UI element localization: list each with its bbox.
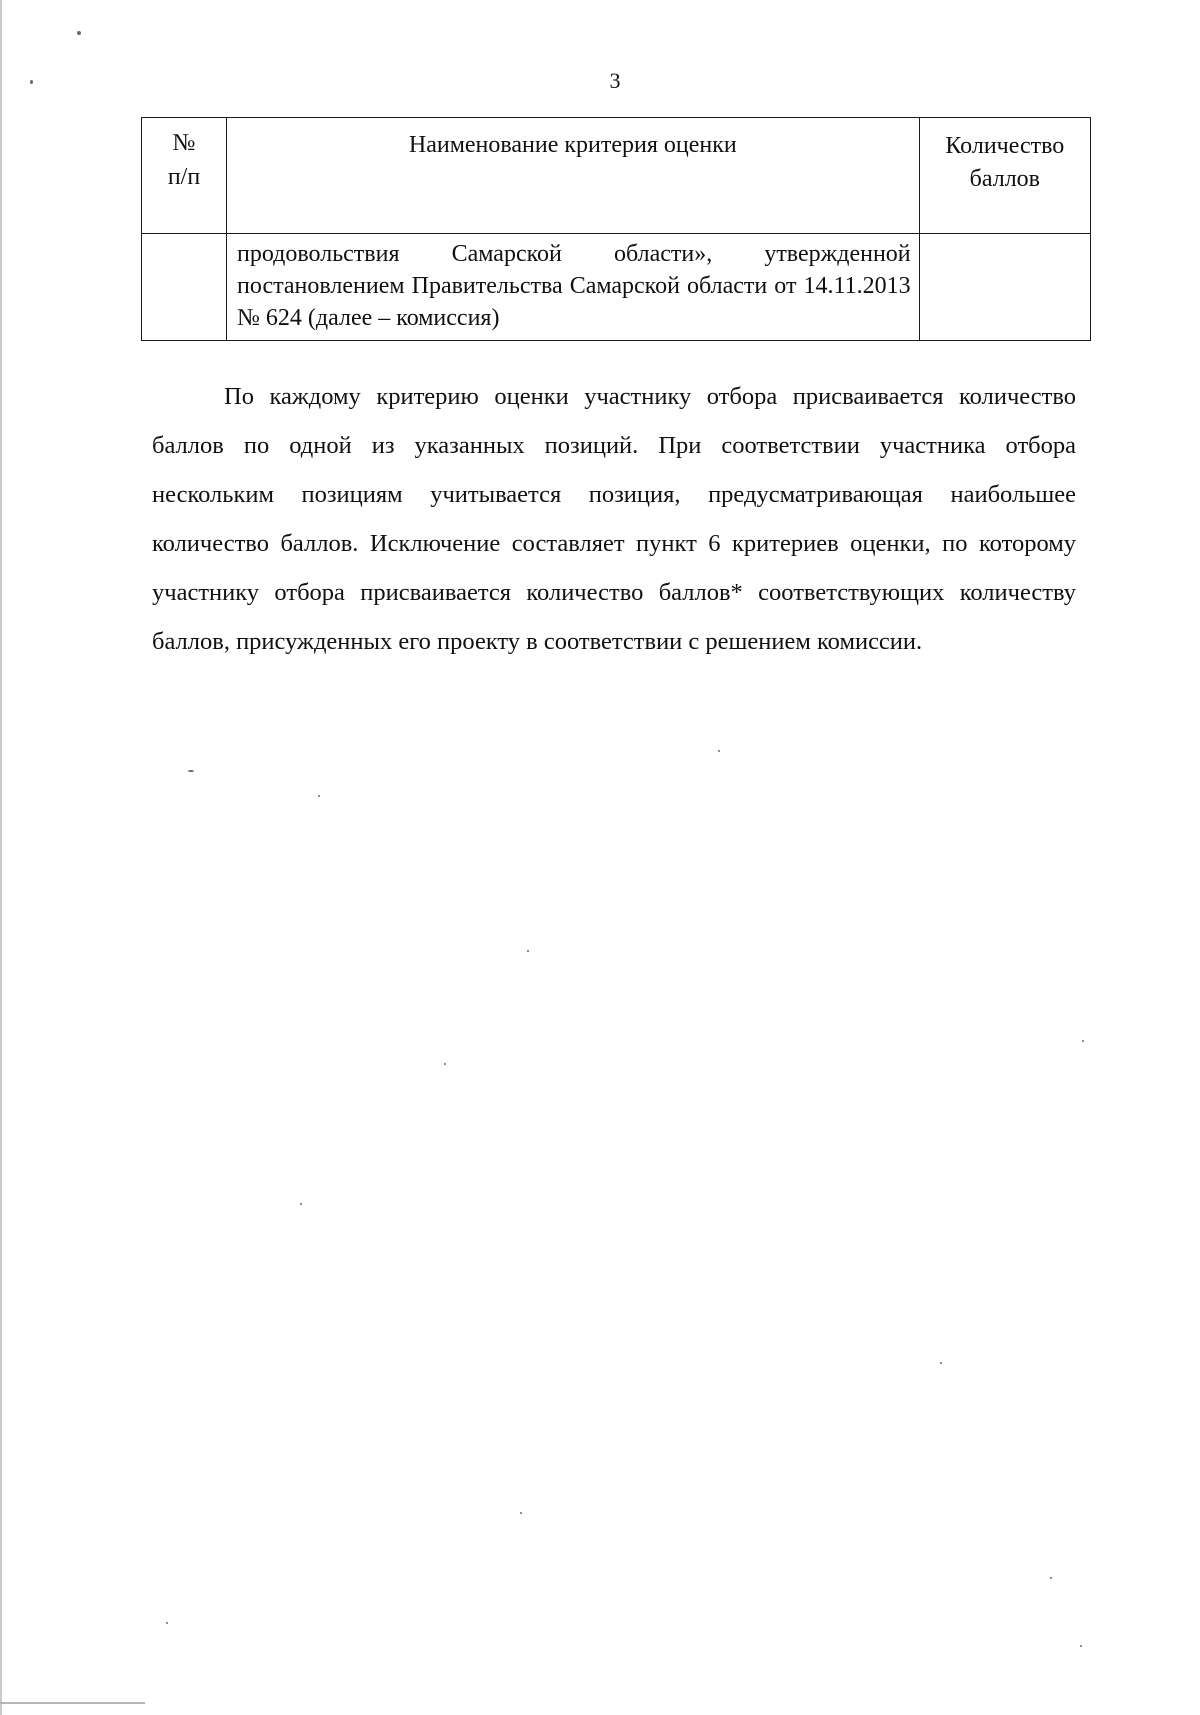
scan-speck xyxy=(30,80,33,84)
page-bottom-line xyxy=(0,1702,145,1704)
scan-speck xyxy=(718,750,720,752)
scan-speck xyxy=(318,795,320,797)
table-row xyxy=(142,234,1091,341)
scan-speck xyxy=(300,1203,302,1205)
scan-speck xyxy=(1080,1645,1082,1647)
body-paragraph: По каждому критерию оценки участнику отбора присваивается количество баллов по одной из указанных позиций. При соответствии участника отбора нескольким позициям учитывается позиция, предусматривающая наибольшее количество баллов. Исключение составляет пункт 6 критериев оценки, по которому участнику отбора присваивается количество баллов* соответствующих количеству баллов, присужденных его проекту в соответствии с решением комиссии. xyxy=(152,383,1076,655)
scan-speck xyxy=(527,950,529,952)
scan-speck xyxy=(444,1063,446,1065)
row-score-cell xyxy=(919,234,1090,341)
table-header-row xyxy=(142,118,1091,234)
row-number-cell xyxy=(142,234,227,341)
scan-speck xyxy=(520,1512,522,1514)
header-number-label: № п/п xyxy=(167,130,201,190)
criteria-table xyxy=(141,117,1091,341)
header-name-label: Наименование критерия оценки xyxy=(408,132,737,158)
header-score-label: Количество баллов xyxy=(945,133,1065,192)
header-number-cell xyxy=(142,118,227,234)
scan-speck xyxy=(1050,1577,1052,1579)
scan-speck xyxy=(166,1622,168,1624)
page-number: 3 xyxy=(609,68,621,93)
scan-speck xyxy=(940,1362,942,1364)
scan-speck xyxy=(77,31,81,35)
scan-speck xyxy=(188,770,194,772)
scan-speck xyxy=(1082,1040,1084,1042)
header-name-cell xyxy=(227,118,920,234)
page-left-edge xyxy=(0,0,2,1715)
header-score-cell xyxy=(919,118,1090,234)
row-name-cell: продовольствия Самарской области», утвержденной постановлением Правительства Самарской области от 14.11.2013 № 624 (далее – комиссия) xyxy=(227,234,920,341)
